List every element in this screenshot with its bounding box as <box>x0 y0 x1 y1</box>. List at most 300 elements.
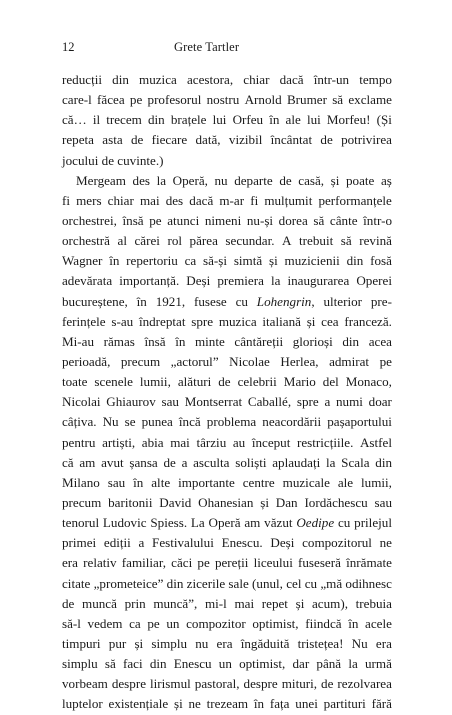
word-part: avut <box>101 454 124 470</box>
word <box>217 634 233 654</box>
word <box>62 553 78 573</box>
word-part: Morfeu! <box>326 112 371 128</box>
word-part: un <box>218 656 232 672</box>
word <box>166 614 179 634</box>
text-line <box>62 151 392 171</box>
text-line <box>62 594 392 614</box>
word-part: Deși <box>186 273 211 289</box>
word-part: precum <box>62 494 102 510</box>
word-part: făcea <box>97 92 125 108</box>
word-part: Milano <box>62 474 100 490</box>
word-part: Ludovic <box>102 515 147 531</box>
word-part: trebuia <box>355 595 392 611</box>
word-part: pașaportului <box>327 414 392 430</box>
word-part: potrivirea <box>341 132 392 148</box>
word <box>347 251 364 271</box>
word <box>166 191 183 211</box>
word-part: cu <box>304 575 318 591</box>
word <box>245 90 282 110</box>
word-part: alături <box>177 374 212 390</box>
word <box>371 292 392 312</box>
word <box>359 231 392 251</box>
word <box>196 433 226 453</box>
word <box>338 513 350 533</box>
word <box>112 70 129 90</box>
word <box>125 594 146 614</box>
word <box>62 533 96 553</box>
word <box>112 674 146 694</box>
text-line <box>62 90 392 110</box>
word <box>205 211 241 231</box>
word <box>254 553 293 573</box>
text-line <box>62 392 392 412</box>
word <box>131 130 143 150</box>
word <box>108 493 152 513</box>
word-part: și <box>269 253 278 269</box>
word <box>229 352 270 372</box>
word-part: unei <box>295 696 318 712</box>
word-part: lui <box>306 112 321 128</box>
word <box>62 594 74 614</box>
word <box>104 533 131 553</box>
word <box>270 694 290 714</box>
word <box>193 453 229 473</box>
word <box>286 110 301 130</box>
word <box>248 392 291 412</box>
word <box>150 674 191 694</box>
word <box>103 513 147 533</box>
word <box>161 392 178 412</box>
word-part: liceului <box>253 555 293 571</box>
word <box>219 654 232 674</box>
word <box>190 231 218 251</box>
word-part: mers <box>76 192 102 208</box>
word-part: dată, <box>195 132 221 148</box>
text-line <box>62 553 392 573</box>
word-part: îngăduită <box>240 635 290 651</box>
word <box>282 231 291 251</box>
word-part: era <box>216 635 233 651</box>
word <box>336 392 363 412</box>
word-part: am <box>79 454 96 470</box>
word-part: restricțiile. <box>296 434 354 450</box>
word <box>218 372 230 392</box>
word-part: trebuit <box>299 233 334 249</box>
word <box>348 654 357 674</box>
word-part: Herlea, <box>280 353 319 369</box>
word-part: în <box>269 112 280 128</box>
word <box>219 312 257 332</box>
word-part: dacă <box>189 192 214 208</box>
word-part: sale <box>228 575 249 591</box>
word-part: Orfeu <box>232 112 264 128</box>
word <box>296 513 334 533</box>
word-part: 1921, <box>155 293 186 309</box>
word <box>203 251 227 271</box>
word <box>197 553 209 573</box>
word-part: Mergeam <box>76 172 126 188</box>
word-part: aș <box>380 172 392 188</box>
word <box>234 594 254 614</box>
word <box>109 694 169 714</box>
word-part: Ohanesian <box>198 494 254 510</box>
word <box>243 70 269 90</box>
word-part: într-o <box>363 212 392 228</box>
word <box>178 473 235 493</box>
word-part: faci <box>122 656 143 672</box>
word <box>185 392 242 412</box>
word-part: David <box>159 494 192 510</box>
paragraph-first-line <box>62 171 392 191</box>
word <box>283 473 330 493</box>
word-part: Arnold <box>244 92 282 108</box>
word-part: perioadă, <box>62 353 111 369</box>
word-part: admirat <box>329 353 370 369</box>
word-part: Iordăchescu <box>304 494 368 510</box>
word-part: tenorul <box>62 515 100 531</box>
word-part: nu-și <box>246 212 274 228</box>
text-line <box>62 271 392 291</box>
text-line <box>62 453 392 473</box>
word <box>126 251 178 271</box>
word-part: în <box>348 615 359 631</box>
text-line <box>62 654 392 674</box>
word <box>337 674 392 694</box>
word-part: Wagner <box>62 253 103 269</box>
word <box>307 312 316 332</box>
word-part: numi <box>335 394 363 410</box>
word-part: lui <box>212 112 227 128</box>
word <box>62 352 110 372</box>
word-part: Dan <box>275 494 298 510</box>
word-part: să <box>313 212 325 228</box>
word-part: atunci <box>167 212 200 228</box>
word <box>264 191 312 211</box>
word-part: partituri <box>323 696 366 712</box>
word-part: abia <box>141 434 164 450</box>
word <box>62 271 112 291</box>
word-part: compozitorul <box>302 535 372 551</box>
word-part: lumii, <box>139 374 171 390</box>
word <box>123 211 144 231</box>
word <box>235 453 266 473</box>
word <box>323 292 362 312</box>
word <box>348 90 392 110</box>
text-line <box>62 412 392 432</box>
word <box>359 70 392 90</box>
word <box>271 271 280 291</box>
word <box>341 453 369 473</box>
word <box>252 614 298 634</box>
word <box>213 110 227 130</box>
word <box>167 231 182 251</box>
word-part: pe <box>149 212 162 228</box>
word <box>175 332 185 352</box>
word <box>195 332 225 352</box>
word-part: ale <box>285 112 301 128</box>
word <box>62 251 102 271</box>
word <box>159 493 191 513</box>
word-part: ediții <box>103 535 131 551</box>
word-part: ale <box>337 474 354 490</box>
word <box>106 110 142 130</box>
word-part: performanțele <box>318 192 392 208</box>
word-part: aplaudați <box>272 454 321 470</box>
text-line <box>62 614 392 634</box>
word-part: de <box>163 454 176 470</box>
word-part: timpuri <box>62 635 101 651</box>
word-part: din <box>375 454 392 470</box>
word <box>369 332 392 352</box>
word <box>239 654 285 674</box>
word-part: italiană <box>262 313 301 329</box>
word <box>304 493 367 513</box>
word <box>363 211 392 231</box>
word <box>326 453 335 473</box>
word-part: a <box>138 535 145 551</box>
word-part: Enescu. <box>221 535 263 551</box>
word <box>375 453 392 473</box>
word-part: căci <box>171 555 193 571</box>
word <box>243 473 275 493</box>
word <box>271 130 312 150</box>
word-part: fi <box>62 192 70 208</box>
word-part: pur <box>108 635 127 651</box>
word <box>171 352 219 372</box>
word <box>380 352 392 372</box>
word <box>62 614 81 634</box>
word-part: muncă”, <box>153 595 198 611</box>
text-line <box>62 634 392 654</box>
word-part: existențiale <box>108 696 169 712</box>
word-part: prilejul <box>354 515 392 531</box>
word-part: inaugurarea <box>287 273 350 289</box>
word-part: Scala <box>341 454 370 470</box>
word-part: pastoral, <box>194 676 240 692</box>
word <box>185 251 197 271</box>
word-part: fără <box>371 696 392 712</box>
word <box>82 594 117 614</box>
word <box>282 674 317 694</box>
word-part: Caballé, <box>247 394 292 410</box>
word-part: profesorul <box>147 92 202 108</box>
word-part: brațele <box>170 112 207 128</box>
word-part: muzica <box>218 313 257 329</box>
word-part: să <box>104 656 116 672</box>
word <box>157 171 166 191</box>
word <box>331 171 340 191</box>
word <box>178 372 211 392</box>
word <box>257 292 315 312</box>
word-part: franceză. <box>344 313 392 329</box>
word-part: nimeni <box>204 212 242 228</box>
word-part: artiști, <box>102 434 136 450</box>
word-part: cu <box>235 293 248 309</box>
word-part: îndreptat <box>138 313 186 329</box>
word <box>305 614 341 634</box>
word <box>62 90 92 110</box>
word <box>150 513 187 533</box>
word <box>144 332 165 352</box>
word <box>93 110 100 130</box>
word <box>104 332 135 352</box>
word <box>229 130 262 150</box>
word-part: spre <box>296 394 319 410</box>
word-part: des <box>132 172 150 188</box>
word <box>88 614 123 634</box>
word-part: Nu <box>102 414 119 430</box>
word <box>361 473 392 493</box>
text-line <box>62 312 392 332</box>
text-line <box>62 70 392 90</box>
word <box>207 694 248 714</box>
word <box>139 70 177 90</box>
word-part: jocului <box>62 152 99 168</box>
text-line <box>62 191 392 211</box>
word <box>293 332 333 352</box>
word-part: optimist, <box>252 615 299 631</box>
text-line <box>62 674 392 694</box>
word <box>148 90 202 110</box>
word-part: alte <box>151 474 171 490</box>
word <box>254 694 264 714</box>
word <box>125 412 136 432</box>
word <box>352 634 368 654</box>
text-line <box>62 130 392 150</box>
word <box>215 171 228 191</box>
word <box>62 151 102 171</box>
word <box>365 654 392 674</box>
word <box>179 412 201 432</box>
word-part: centre <box>242 474 275 490</box>
text-line <box>62 493 392 513</box>
word <box>101 453 124 473</box>
word-part: repertoriu <box>126 253 178 269</box>
word <box>109 251 119 271</box>
word <box>262 594 288 614</box>
word-part: la <box>348 656 358 672</box>
word <box>320 130 332 150</box>
word-part: din <box>148 112 165 128</box>
word-part: muzica <box>139 72 177 87</box>
word-part: primei <box>62 535 97 551</box>
word-part: încă <box>178 414 201 430</box>
word <box>62 110 87 130</box>
word-part: simplu <box>62 656 98 672</box>
word-part: Nicolae <box>229 353 270 369</box>
word <box>196 130 221 150</box>
word-part: în <box>136 293 147 309</box>
word-part: nu <box>195 635 209 651</box>
word-part: despre <box>243 676 278 692</box>
word <box>332 90 343 110</box>
word-part: importanță. <box>119 273 180 289</box>
word <box>106 392 155 412</box>
word <box>329 352 369 372</box>
word <box>285 251 340 271</box>
word-part: că… <box>62 112 87 128</box>
word-part: tempo <box>359 72 392 87</box>
word <box>62 674 108 694</box>
word-part: târziu <box>196 434 227 450</box>
word-part: din <box>346 253 364 269</box>
word <box>97 90 125 110</box>
text-line <box>62 433 392 453</box>
word-part: că <box>62 454 74 470</box>
word <box>344 312 392 332</box>
word-part: de <box>218 374 231 390</box>
word <box>298 171 324 191</box>
word-part: orchestră <box>62 233 110 249</box>
text-line <box>62 533 392 553</box>
word-part: rezolvarea <box>337 676 392 692</box>
word-part: neacordării <box>262 414 322 430</box>
word-part: casă, <box>298 172 325 188</box>
word <box>62 513 99 533</box>
word <box>365 614 392 634</box>
word-part: sau <box>161 394 179 410</box>
italic-title: Oedipe <box>296 515 335 531</box>
word-part: de <box>321 676 334 692</box>
word-part: au <box>232 434 246 450</box>
word-part: vedem <box>87 615 123 631</box>
word <box>287 271 349 291</box>
word-part: orchestrei, <box>62 212 117 228</box>
word-part: Nicolai <box>62 394 101 410</box>
word-part: de <box>320 132 333 148</box>
word <box>346 171 374 191</box>
word <box>62 634 101 654</box>
word <box>207 90 240 110</box>
word <box>262 412 321 432</box>
word <box>62 453 74 473</box>
word <box>122 553 166 573</box>
word-part: acea <box>368 333 392 349</box>
word <box>153 594 197 614</box>
word-part: del <box>322 374 339 390</box>
word-part: Mario <box>283 374 316 390</box>
word-part: pre- <box>370 293 392 309</box>
word-part: optimist, <box>239 656 286 672</box>
word-part: familiar, <box>121 555 166 571</box>
word <box>62 231 110 251</box>
word <box>198 493 253 513</box>
word-part: și <box>260 494 269 510</box>
word <box>137 292 147 312</box>
word <box>123 654 143 674</box>
word-part: scenele <box>94 374 133 390</box>
word-part: Nu <box>351 635 368 651</box>
word <box>102 130 122 150</box>
word <box>191 312 213 332</box>
word <box>83 553 116 573</box>
word-part: simtă <box>233 253 263 269</box>
word <box>260 493 269 513</box>
word-part: în <box>175 333 186 349</box>
word <box>346 372 392 392</box>
word-part: din <box>342 333 360 349</box>
word <box>377 110 392 130</box>
word-part: lumii, <box>361 474 392 490</box>
word <box>182 453 188 473</box>
word <box>280 352 318 372</box>
word-part: fi <box>250 192 259 208</box>
word-part: și <box>134 635 144 651</box>
word-part: cea <box>321 313 339 329</box>
word <box>62 412 97 432</box>
word <box>167 211 199 231</box>
word-part: asta <box>102 132 123 148</box>
